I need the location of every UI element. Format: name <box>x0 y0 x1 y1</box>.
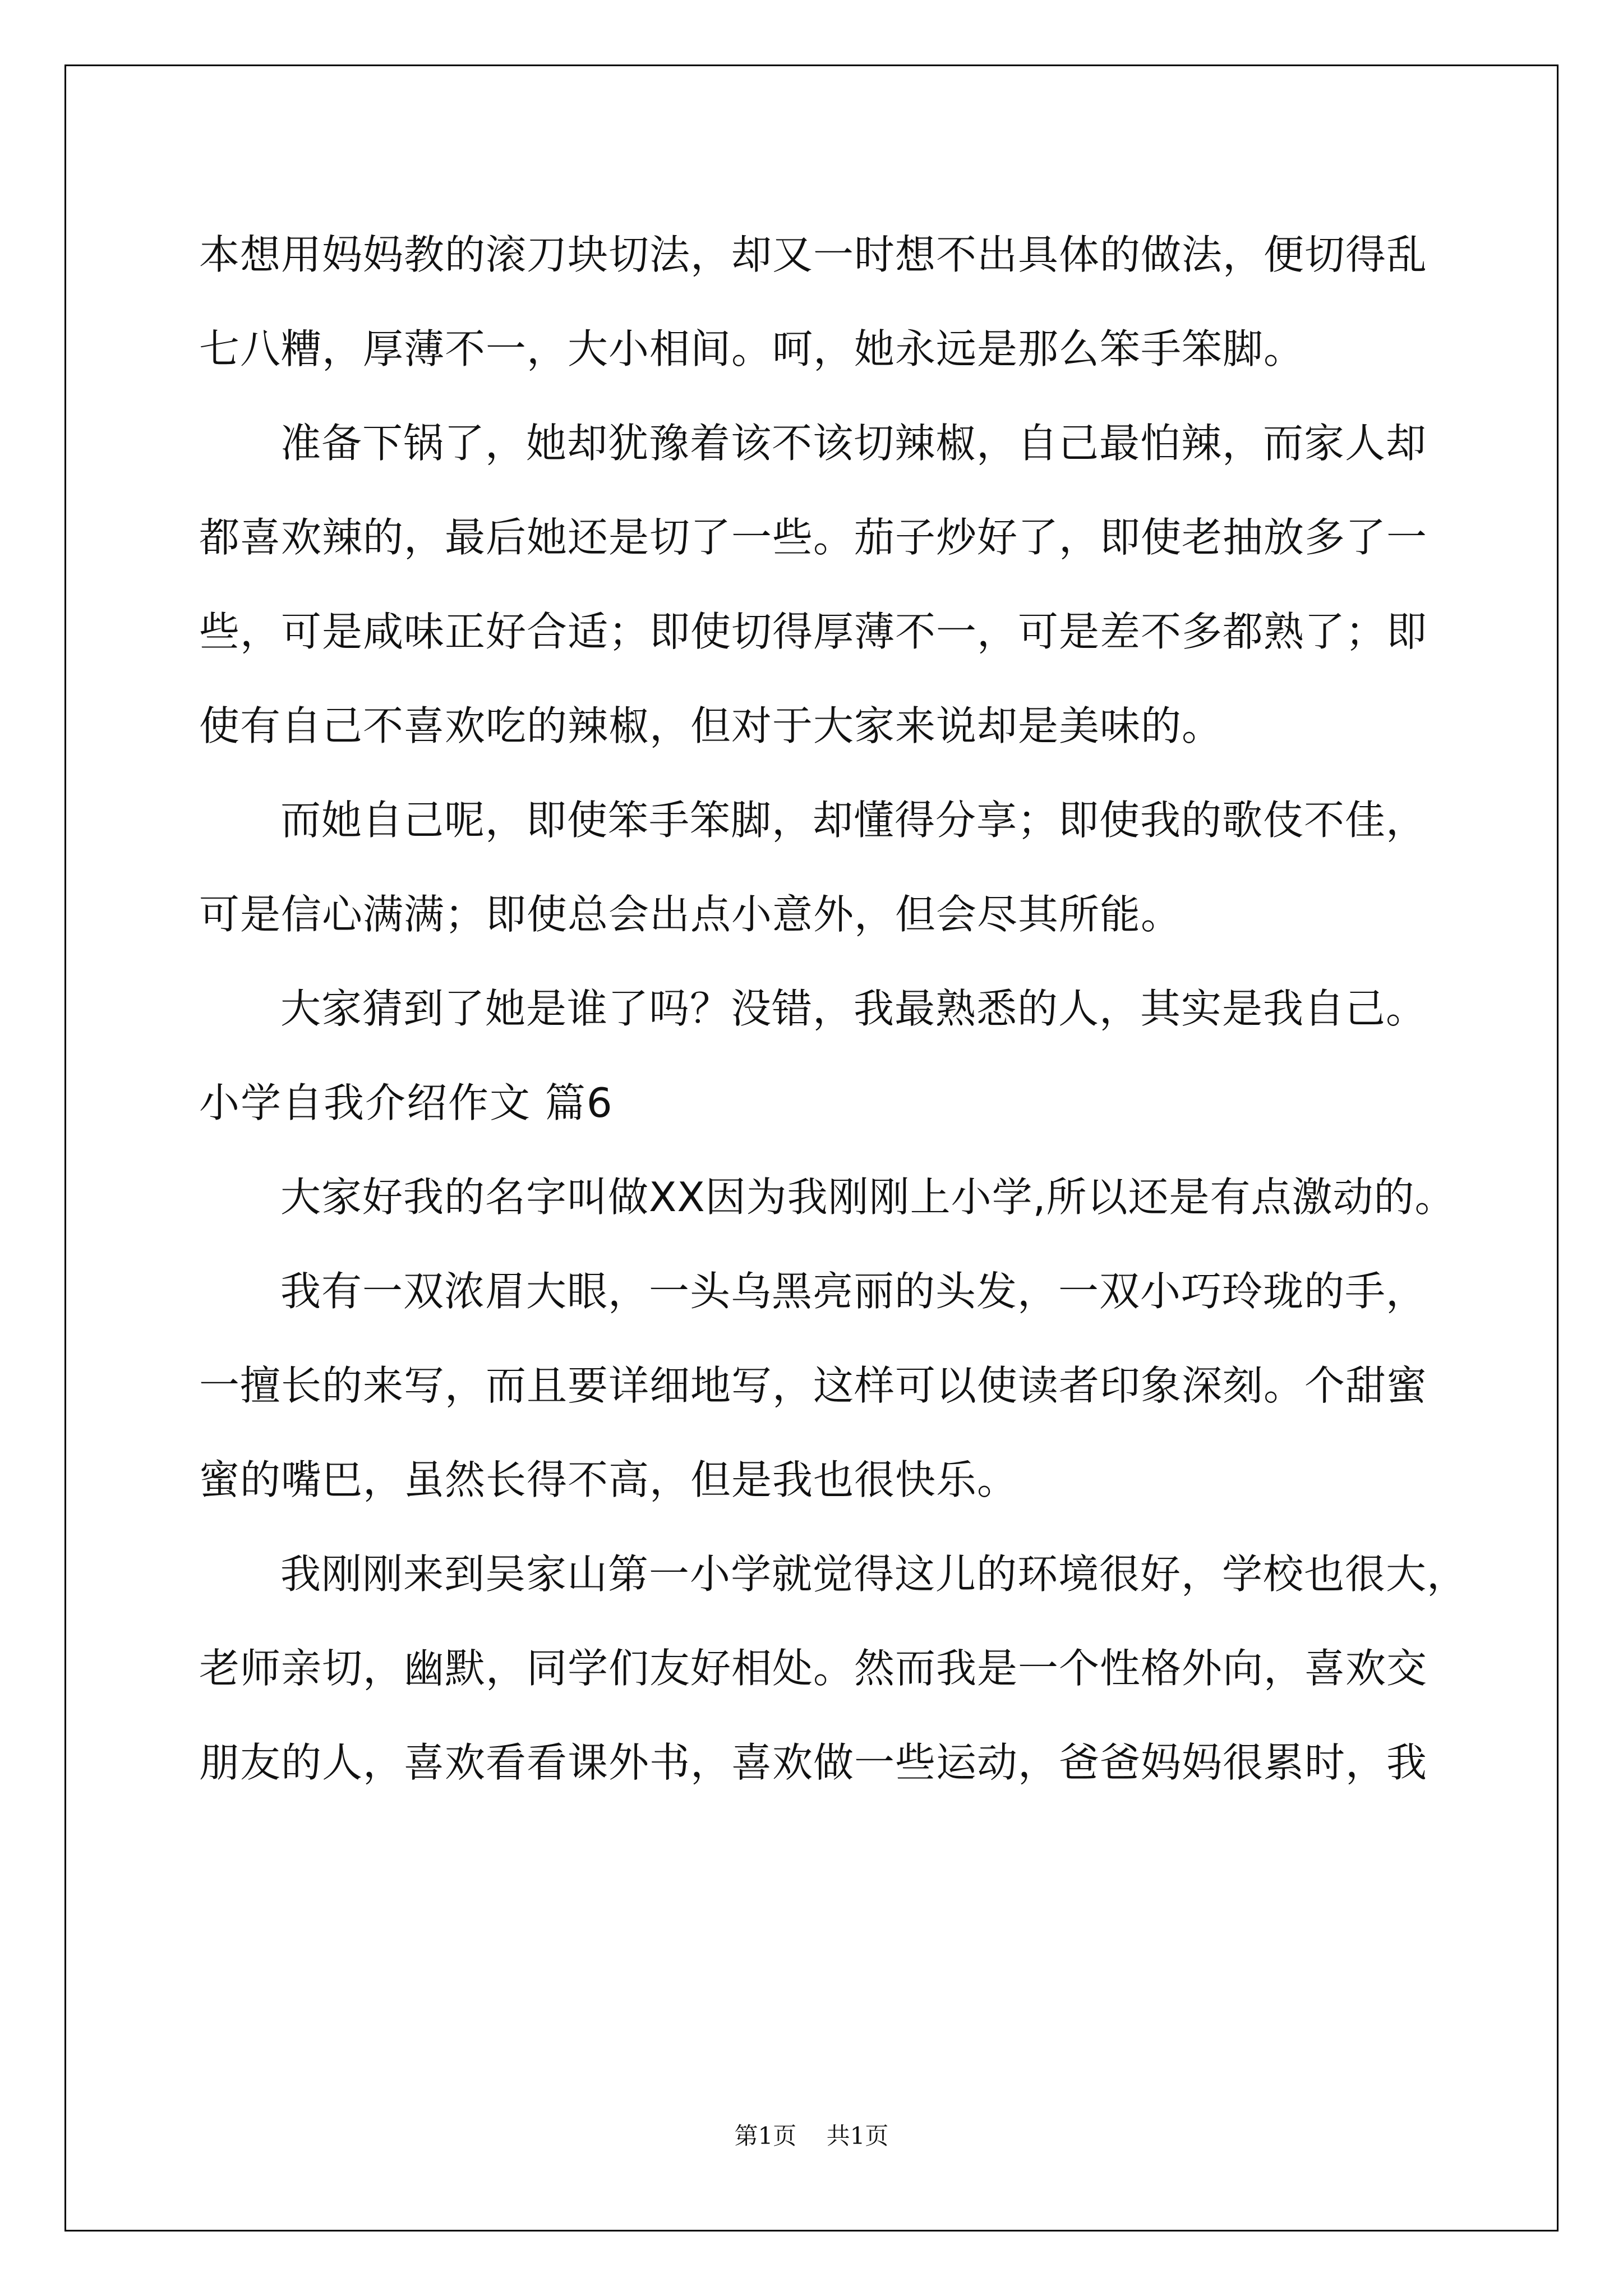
page-footer <box>0 2118 1623 2151</box>
text-line: 可是信心满满；即使总会出点小意外，但会尽其所能。 <box>199 891 1182 938</box>
text-line: 些，可是咸味正好合适；即使切得厚薄不一，可是差不多都熟了；即 <box>199 608 1428 655</box>
text-line: 大家好我的名字叫做XX因为我刚刚上小学,所以还是有点激动的。 <box>280 1174 1456 1221</box>
page-total: 共1页 <box>826 2122 889 2150</box>
text-line: 朋友的人，喜欢看看课外书，喜欢做一些运动，爸爸妈妈很累时，我 <box>199 1739 1428 1786</box>
section-heading: 小学自我介绍作文 篇6 <box>199 1079 614 1126</box>
text-line: 本想用妈妈教的滚刀块切法，却又一时想不出具体的做法，便切得乱 <box>199 231 1428 278</box>
page-number: 第1页 <box>734 2122 797 2150</box>
text-line: 七八糟，厚薄不一，大小相间。呵，她永远是那么笨手笨脚。 <box>199 325 1305 372</box>
text-line: 大家猜到了她是谁了吗？没错，我最熟悉的人，其实是我自己。 <box>280 985 1427 1032</box>
text-line: 准备下锅了，她却犹豫着该不该切辣椒，自己最怕辣，而家人却 <box>280 420 1427 467</box>
text-line: 使有自己不喜欢吃的辣椒，但对于大家来说却是美味的。 <box>199 702 1223 749</box>
text-line: 蜜的嘴巴，虽然长得不高，但是我也很快乐。 <box>199 1456 1018 1503</box>
text-line: 老师亲切，幽默，同学们友好相处。然而我是一个性格外向，喜欢交 <box>199 1645 1428 1692</box>
document-body <box>199 208 1468 1810</box>
text-line: 我有一双浓眉大眼，一头乌黑亮丽的头发，一双小巧玲珑的手， <box>280 1268 1427 1315</box>
text-line: 我刚刚来到吴家山第一小学就觉得这儿的环境很好，学校也很大， <box>280 1550 1468 1598</box>
text-line: 而她自己呢，即使笨手笨脚，却懂得分享；即使我的歌伎不佳， <box>280 797 1427 844</box>
text-line: 都喜欢辣的，最后她还是切了一些。茄子炒好了，即使老抽放多了一 <box>199 514 1428 561</box>
text-line: 一擅长的来写，而且要详细地写，这样可以使读者印象深刻。个甜蜜 <box>199 1362 1428 1409</box>
